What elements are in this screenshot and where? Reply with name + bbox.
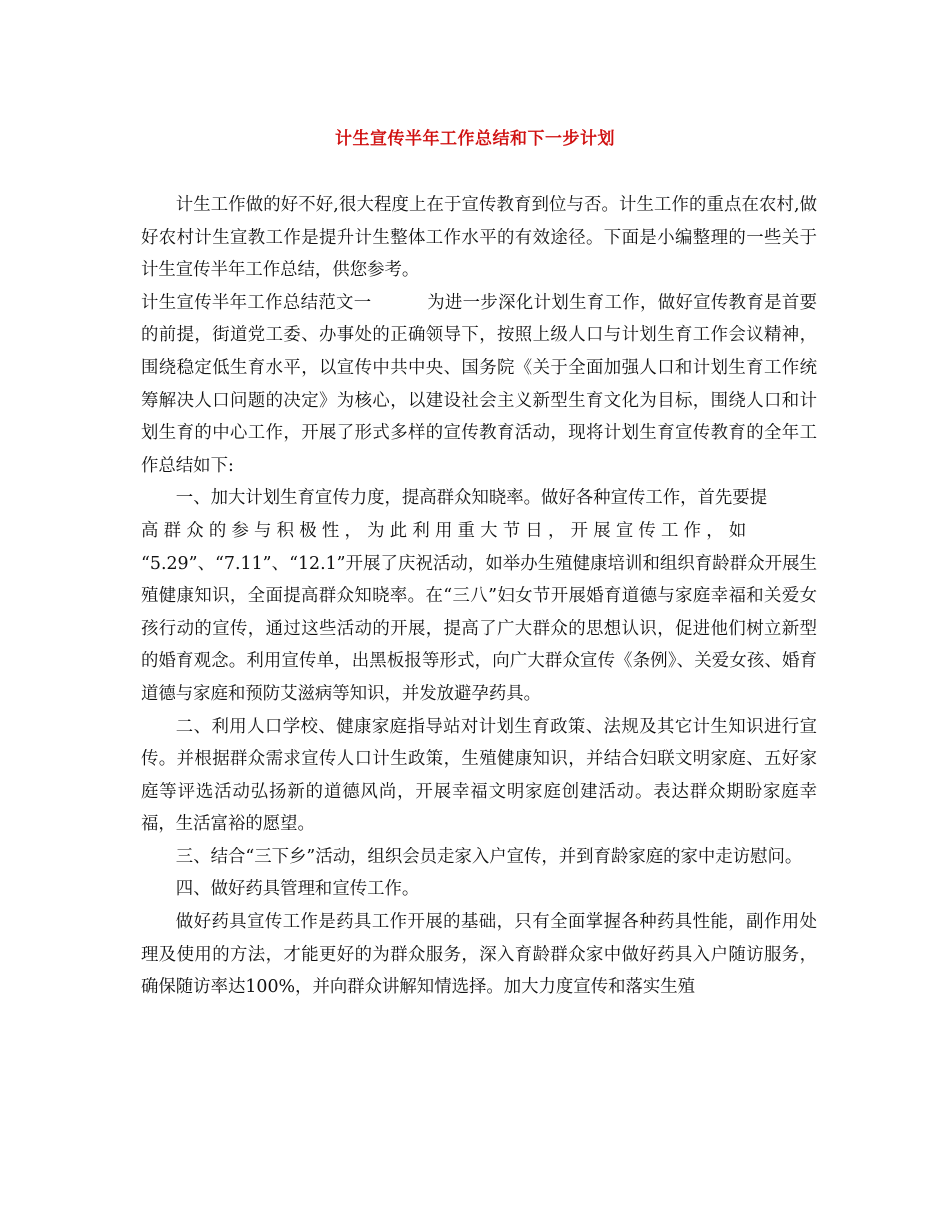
section-label: 计生宣传半年工作总结范文一: [141, 292, 372, 313]
item-2-paragraph: 二、利用人口学校、健康家庭指导站对计划生育政策、法规及其它计生知识进行宣传。并根据群众需求宣传人口计生政策，生殖健康知识，并结合妇联文明家庭、五好家庭等评选活动弘扬新的道德风尚，开展幸福文明家庭创建活动。表达群众期盼家庭幸福，生活富裕的愿望。: [141, 716, 817, 835]
item-4-body: 做好药具宣传工作是药具工作开展的基础，只有全面掌握各种药具性能，副作用处理及使用的方法，才能更好的为群众服务，深入育龄群众家中做好药具入户随访服务，确保随访率达100%，并向群众讲解知情选择。加大力度宣传和落实生殖: [141, 912, 817, 998]
intro-paragraph: 计生工作做的好不好,很大程度上在于宣传教育到位与否。计生工作的重点在农村,做好农村计生宣教工作是提升计生整体工作水平的有效途径。下面是小编整理的一些关于计生宣传半年工作总结，供您参考。: [141, 195, 817, 281]
item-1-line-a: 一、加大计划生育宣传力度，提高群众知晓率。做好各种宣传工作，首先要提: [175, 488, 768, 509]
section-lead-paragraph: [141, 287, 817, 483]
item-1-rest: “5.29”、“7.11”、“12.1”开展了庆祝活动，如举办生殖健康培训和组织育龄群众开展生殖健康知识，全面提高群众知晓率。在“三八”妇女节开展婚育道德与家庭幸福和关爱女孩行动的宣传，通过这些活动的开展，提高了广大群众的思想认识，促进他们树立新型的婚育观念。利用宣传单，出黑板报等形式，向广大群众宣传《条例》、关爱女孩、婚育道德与家庭和预防艾滋病等知识，并发放避孕药具。: [141, 553, 817, 704]
item-3-paragraph: 三、结合“三下乡”活动，组织会员走家入户宣传，并到育龄家庭的家中走访慰问。: [175, 846, 803, 867]
document-title: 计生宣传半年工作总结和下一步计划: [335, 129, 615, 149]
document-body: [141, 189, 817, 1004]
section-lead-text: 为进一步深化计划生育工作，做好宣传教育是首要的前提，街道党工委、办事处的正确领导下，按照上级人口与计划生育工作会议精神，围绕稳定低生育水平，以宣传中共中央、国务院《关于全面加强人口和计划生育工作统筹解决人口问题的决定》为核心，以建设社会主义新型生育文化为目标，围绕人口和计划生育的中心工作，开展了形式多样的宣传教育活动，现将计划生育宣传教育的全年工作总结如下:: [141, 292, 817, 476]
item-4-heading: 四、做好药具管理和宣传工作。: [175, 879, 420, 900]
item-1-line-b: 高群众的参与积极性，为此利用重大节日，开展宣传工作，如: [141, 520, 752, 541]
